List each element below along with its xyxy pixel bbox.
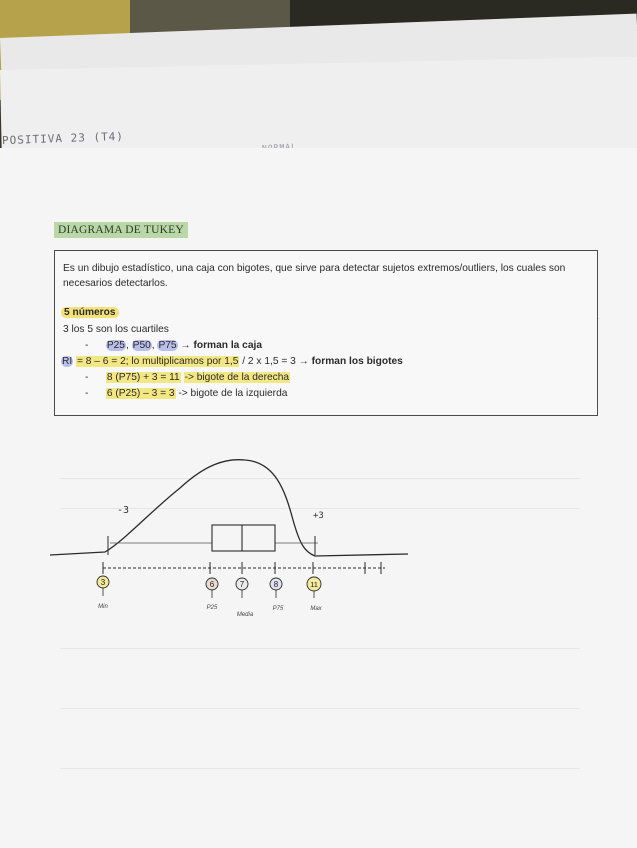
- bleed-through-line: [60, 648, 580, 649]
- p25-term: P25: [106, 340, 125, 351]
- minus-label: -3: [117, 505, 130, 516]
- bullet-dash: -: [85, 340, 89, 351]
- ri-rest: / 2 x 1,5 = 3: [242, 356, 296, 367]
- plus-label: +3: [313, 511, 324, 521]
- section-title: DIAGRAMA DE TUKEY: [54, 222, 188, 238]
- bleed-through-line: [60, 708, 580, 709]
- p50-term: P50: [132, 340, 151, 351]
- caja-line: - P25, P50, P75 → forman la caja: [85, 340, 262, 351]
- marker-p75: [270, 578, 284, 612]
- caja-arrow-text: → forman la caja: [180, 340, 262, 351]
- box-rect: [212, 525, 275, 551]
- marker-label: Min: [98, 604, 108, 610]
- izquierda-line: [85, 388, 287, 399]
- marker-label: Media: [236, 612, 254, 618]
- bell-curve: [50, 460, 408, 556]
- key-label: 5 números: [61, 307, 119, 318]
- marker-max: [307, 577, 323, 612]
- bullet-dash: -: [85, 388, 89, 399]
- marker-num: 6: [209, 580, 215, 589]
- marker-media: [236, 578, 254, 618]
- marker-num: 8: [273, 580, 279, 589]
- intro-text: Es un dibujo estadístico, una caja con bigotes, que sirve para detectar sujetos extremos/outliers, los cuales son necesarios detectarlos.: [63, 263, 566, 289]
- ri-term: RI: [62, 356, 73, 367]
- ri-formula: = 8 – 6 = 2; lo multiplicamos por 1,5: [77, 356, 239, 367]
- derecha-text: -> bigote de la derecha: [184, 372, 290, 383]
- derecha-calc: 8 (P75) + 3 = 11: [106, 372, 180, 383]
- ri-line: [61, 356, 403, 367]
- definition-box: [54, 250, 598, 416]
- marker-p25: [206, 578, 218, 611]
- izquierda-text: -> bigote de la izquierda: [178, 388, 288, 399]
- marker-num: 3: [100, 578, 106, 587]
- izquierda-calc: 6 (P25) – 3 = 3: [106, 388, 175, 399]
- marker-label: P75: [272, 606, 284, 612]
- cuartiles-line: 3 los 5 son los cuartiles: [63, 324, 169, 335]
- marker-label: Max: [310, 606, 322, 612]
- bullet-dash: -: [85, 372, 89, 383]
- ri-arrow-text: → forman los bigotes: [298, 356, 403, 367]
- marker-label: P25: [206, 605, 218, 611]
- marker-num: 11: [310, 580, 318, 589]
- derecha-line: [85, 372, 290, 383]
- p75-term: P75: [158, 340, 177, 351]
- tukey-sketch: [0, 440, 637, 640]
- handwritten-header: POSITIVA 23 (T4): [1, 129, 125, 148]
- marker-num: 7: [239, 580, 245, 589]
- bleed-through-line: [60, 768, 580, 769]
- marker-min: [97, 576, 109, 610]
